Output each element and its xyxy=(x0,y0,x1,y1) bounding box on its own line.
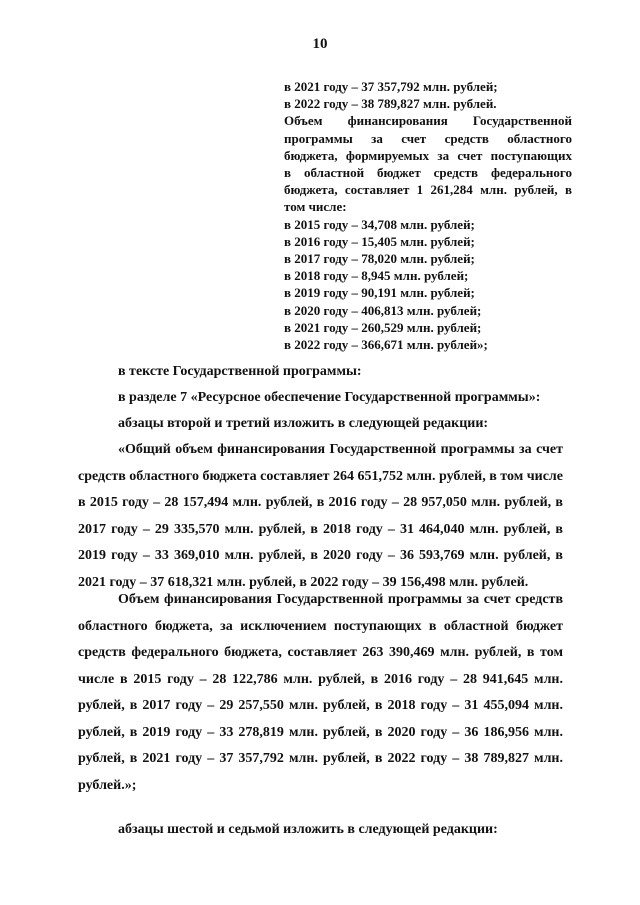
instruction-line: в тексте Государственной программы: xyxy=(118,364,362,379)
text-line: в 2015 году – 28 157,494 млн. рублей, в 2016 году – 28 957,050 млн. рублей, в xyxy=(78,495,563,510)
text-line: числе в 2015 году – 28 122,786 млн. рублей, в 2016 году – 28 941,645 млн. xyxy=(78,671,563,687)
paragraph-regional-funding xyxy=(78,587,563,799)
text-line: бюджета, составляет 1 261,284 млн. рублей, в xyxy=(284,182,572,198)
text-line: том числе: xyxy=(284,199,347,215)
year-line: в 2016 году – 15,405 млн. рублей; xyxy=(284,233,475,249)
text-line: Объем финансирования Государственной программы за счет средств xyxy=(118,592,563,607)
text-line: средств областного бюджета составляет 264 651,752 млн. рублей, в том числе xyxy=(78,468,563,484)
text-line: рублей, в 2019 году – 33 278,819 млн. рублей, в 2020 году – 36 186,956 млн. xyxy=(78,724,563,740)
year-line: в 2017 году – 78,020 млн. рублей; xyxy=(284,251,475,267)
paragraph-total-funding xyxy=(78,437,563,596)
text-line: областного бюджета, за исключением поступающих в областной бюджет xyxy=(78,618,563,634)
text-line: в 2022 году – 38 789,827 млн. рублей. xyxy=(284,96,497,112)
text-line: программы за счет средств областного xyxy=(284,130,572,146)
text-line: средств федерального бюджета, составляет 263 390,469 млн. рублей, в том xyxy=(78,645,563,660)
funding-table-cell xyxy=(284,78,572,353)
text-line: Объем финансирования Государственной xyxy=(284,113,572,129)
closing-instruction: абзацы шестой и седьмой изложить в следующей редакции: xyxy=(118,822,498,837)
text-line: рублей.»; xyxy=(78,777,137,793)
text-line: в 2021 году – 37 357,792 млн. рублей; xyxy=(284,79,498,94)
instruction-line: абзацы второй и третий изложить в следующей редакции: xyxy=(118,416,489,431)
year-line: в 2019 году – 90,191 млн. рублей; xyxy=(284,285,475,301)
text-line: 2019 году – 33 369,010 млн. рублей, в 2020 году – 36 593,769 млн. рублей, в xyxy=(78,548,563,563)
year-line: в 2022 году – 366,671 млн. рублей»; xyxy=(284,337,488,353)
instruction-line: в разделе 7 «Ресурсное обеспечение Государственной программы»: xyxy=(118,390,541,405)
text-line: «Общий объем финансирования Государственной программы за счет xyxy=(118,442,563,457)
year-line: в 2021 году – 260,529 млн. рублей; xyxy=(284,319,482,335)
text-line: рублей, в 2017 году – 29 257,550 млн. рублей, в 2018 году – 31 455,094 млн. xyxy=(78,698,563,713)
year-line: в 2020 году – 406,813 млн. рублей; xyxy=(284,302,482,318)
text-line: 2021 году – 37 618,321 млн. рублей, в 2022 году – 39 156,498 млн. рублей. xyxy=(78,574,529,590)
text-line: бюджета, формируемых за счет поступающих xyxy=(284,147,572,163)
year-line: в 2018 году – 8,945 млн. рублей; xyxy=(284,268,469,284)
text-line: в областной бюджет средств федерального xyxy=(284,165,572,181)
year-line: в 2015 году – 34,708 млн. рублей; xyxy=(284,216,475,232)
text-line: 2017 году – 29 335,570 млн. рублей, в 2018 году – 31 464,040 млн. рублей, в xyxy=(78,521,563,537)
page-number: 10 xyxy=(312,36,328,52)
text-line: рублей, в 2021 году – 37 357,792 млн. рублей, в 2022 году – 38 789,827 млн. xyxy=(78,751,563,766)
